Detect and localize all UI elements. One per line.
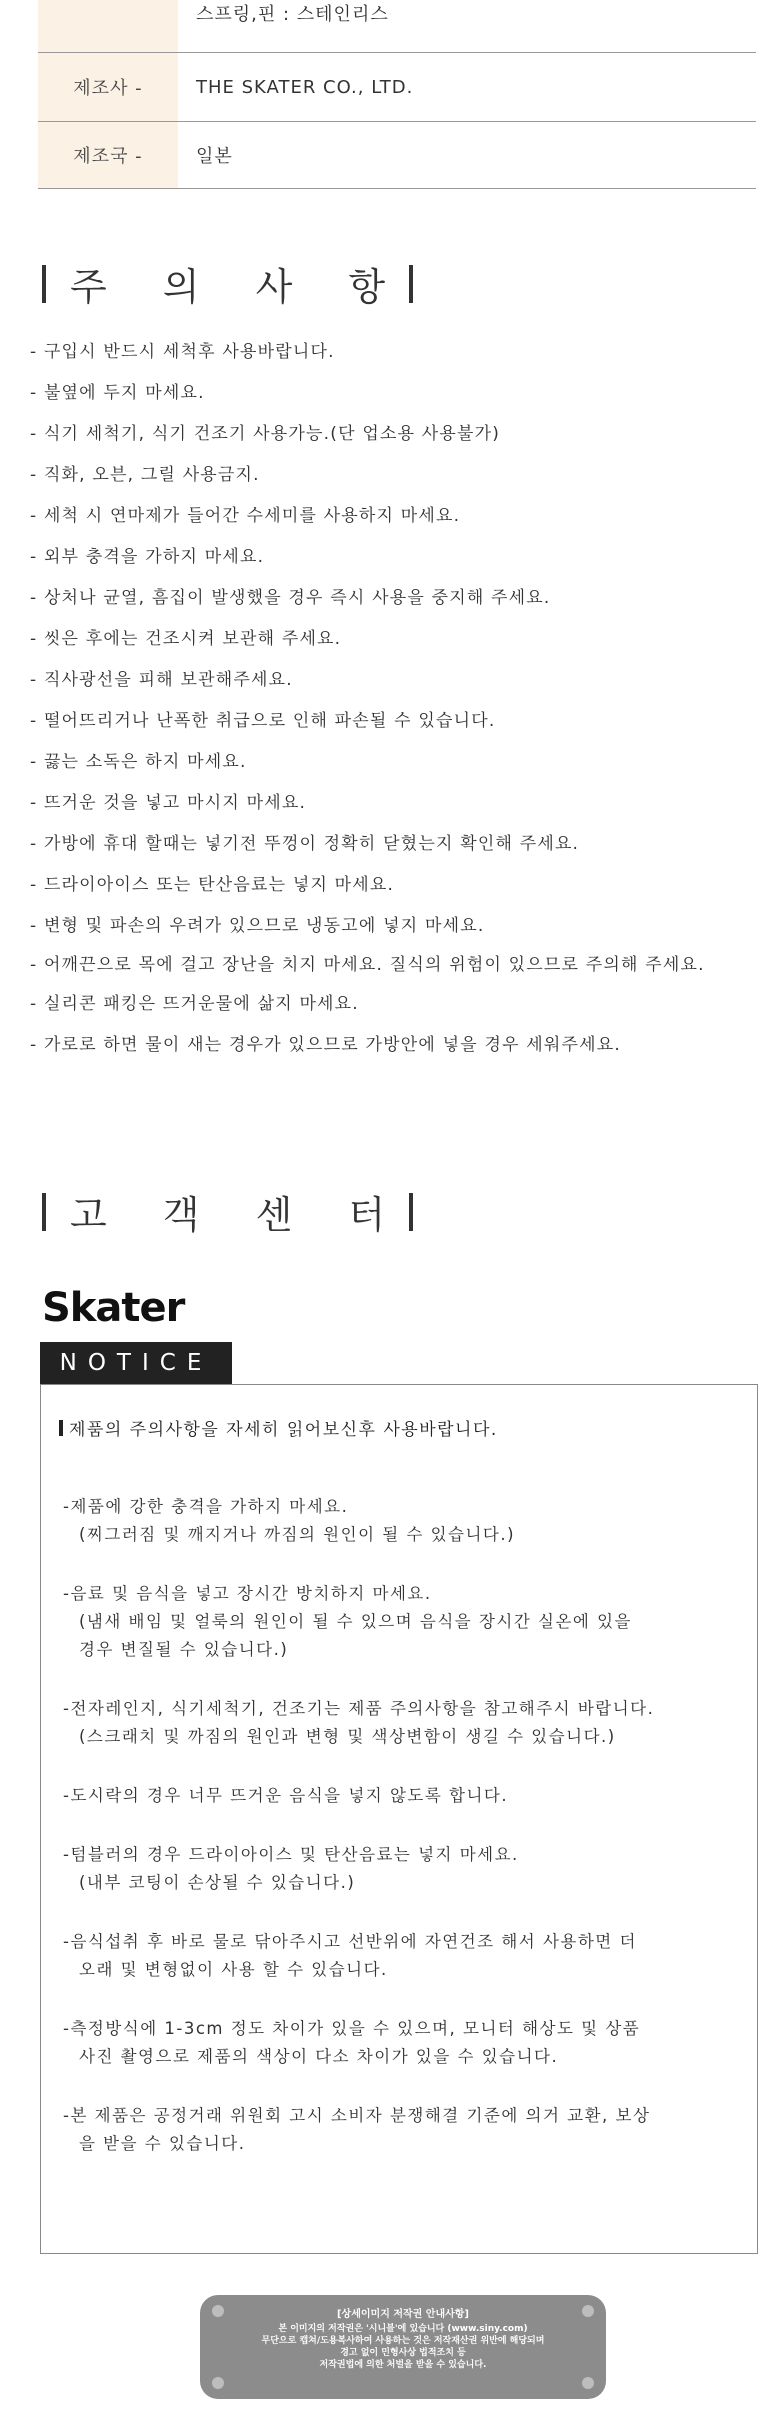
- notice-line: -제품에 강한 충격을 가하지 마세요.: [63, 1497, 349, 1516]
- spec-key: 제조국 -: [38, 122, 178, 188]
- copyright-line: 본 이미지의 저작권은 '시니블'에 있습니다 (www.siny.com): [278, 2324, 528, 2334]
- notice-line: -전자레인지, 식기세척기, 건조기는 제품 주의사항을 참고해주시 바랍니다.: [63, 1699, 655, 1718]
- caution-item: - 외부 충격을 가하지 마세요.: [30, 547, 265, 567]
- title-bar-left: [42, 1193, 46, 1231]
- caution-item: - 가방에 휴대 할때는 넣기전 뚜껑이 정확히 닫혔는지 확인해 주세요.: [30, 834, 580, 854]
- copyright-title: [상세이미지 저작권 안내사항]: [336, 2309, 470, 2320]
- copyright-badge: [200, 2295, 606, 2399]
- notice-heading-text: 제품의 주의사항을 자세히 읽어보신후 사용바랍니다.: [69, 1420, 498, 1440]
- notice-item: [63, 1928, 743, 1984]
- spec-value: 일본: [196, 146, 233, 167]
- notice-line: -음료 및 음식을 넣고 장시간 방치하지 마세요.: [63, 1584, 432, 1603]
- notice-line: -텀블러의 경우 드라이아이스 및 탄산음료는 넣지 마세요.: [63, 1845, 519, 1864]
- notice-line: 오래 및 변형없이 사용 할 수 있습니다.: [79, 1960, 388, 1979]
- notice-item: [63, 1695, 743, 1751]
- caution-item: - 변형 및 파손의 우려가 있으므로 냉동고에 넣지 마세요.: [30, 916, 485, 936]
- notice-item: [63, 2015, 743, 2071]
- notice-item: [63, 1493, 743, 1549]
- notice-item: [63, 1841, 743, 1897]
- title-bar-left: [42, 265, 46, 303]
- copyright-line: 저작권법에 의한 처벌을 받을 수 있습니다.: [319, 2360, 487, 2370]
- caution-item: - 드라이아이스 또는 탄산음료는 넣지 마세요.: [30, 875, 395, 895]
- badge-dot: [212, 2305, 224, 2317]
- spec-table: [38, 0, 756, 189]
- spec-value: THE SKATER CO., LTD.: [196, 76, 414, 98]
- caution-item: - 끓는 소독은 하지 마세요.: [30, 752, 247, 772]
- service-title: [42, 1184, 413, 1239]
- copyright-line: 무단으로 캡쳐/도용복사하여 사용하는 것은 저작재산권 위반에 해당되며: [261, 2336, 545, 2346]
- caution-item: - 세척 시 연마제가 들어간 수세미를 사용하지 마세요.: [30, 506, 461, 526]
- caution-item: - 상처나 균열, 흠집이 발생했을 경우 즉시 사용을 중지해 주세요.: [30, 588, 551, 608]
- spec-key: [38, 0, 178, 52]
- notice-item: [63, 2102, 743, 2158]
- notice-line: -도시락의 경우 너무 뜨거운 음식을 넣지 않도록 합니다.: [63, 1786, 509, 1805]
- spec-row-material: [38, 0, 756, 53]
- badge-dot: [212, 2377, 224, 2389]
- caution-item: - 떨어뜨리거나 난폭한 취급으로 인해 파손될 수 있습니다.: [30, 711, 496, 731]
- caution-item: - 씻은 후에는 건조시켜 보관해 주세요.: [30, 629, 342, 649]
- copyright-line: 경고 없이 민형사상 법적조치 등: [340, 2348, 466, 2358]
- caution-item: - 어깨끈으로 목에 걸고 장난을 치지 마세요. 질식의 위험이 있으므로 주의해 주세요.: [30, 955, 705, 975]
- badge-dot: [582, 2377, 594, 2389]
- notice-box: [40, 1384, 758, 2254]
- caution-title-text: 주 의 사 항: [70, 265, 408, 309]
- caution-list: [30, 332, 770, 1066]
- notice-tab: NOTICE: [40, 1342, 232, 1384]
- notice-line: 사진 촬영으로 제품의 색상이 다소 차이가 있을 수 있습니다.: [79, 2047, 559, 2066]
- spec-row-country: [38, 122, 756, 189]
- skater-logo: Skater: [42, 1285, 185, 1331]
- notice-line: (내부 코팅이 손상될 수 있습니다.): [79, 1873, 356, 1892]
- notice-item: [63, 1580, 743, 1664]
- caution-item: - 직화, 오븐, 그릴 사용금지.: [30, 465, 260, 485]
- notice-line: -측정방식에 1-3cm 정도 차이가 있을 수 있으며, 모니터 해상도 및 상품: [63, 2019, 641, 2038]
- notice-line: (냄새 배임 및 얼룩의 원인이 될 수 있으며 음식을 장시간 실온에 있을: [79, 1612, 632, 1631]
- caution-title: [42, 256, 413, 311]
- caution-item: - 구입시 반드시 세척후 사용바랍니다.: [30, 342, 335, 362]
- service-title-text: 고 객 센 터: [70, 1193, 408, 1237]
- notice-line: (찌그러짐 및 깨지거나 까짐의 원인이 될 수 있습니다.): [79, 1525, 516, 1544]
- spec-key: 제조사 -: [38, 53, 178, 121]
- notice-items: [63, 1493, 743, 2189]
- notice-heading: [59, 1415, 498, 1440]
- notice-line: 경우 변질될 수 있습니다.): [79, 1640, 289, 1659]
- spec-value: 스프링,핀 : 스테인리스: [196, 4, 389, 25]
- notice-line: 을 받을 수 있습니다.: [79, 2134, 246, 2153]
- spec-row-manufacturer: [38, 53, 756, 122]
- heading-marker: [59, 1420, 63, 1436]
- caution-item: - 직사광선을 피해 보관해주세요.: [30, 670, 293, 690]
- notice-line: -음식섭취 후 바로 물로 닦아주시고 선반위에 자연건조 해서 사용하면 더: [63, 1932, 637, 1951]
- notice-line: -본 제품은 공정거래 위원회 고시 소비자 분쟁해결 기준에 의거 교환, 보상: [63, 2106, 651, 2125]
- caution-item: - 뜨거운 것을 넣고 마시지 마세요.: [30, 793, 307, 813]
- title-bar-right: [409, 265, 413, 303]
- caution-item: - 식기 세척기, 식기 건조기 사용가능.(단 업소용 사용불가): [30, 424, 501, 444]
- notice-item: [63, 1782, 743, 1810]
- caution-item: - 불옆에 두지 마세요.: [30, 383, 205, 403]
- notice-line: (스크래치 및 까짐의 원인과 변형 및 색상변함이 생길 수 있습니다.): [79, 1727, 616, 1746]
- caution-item: - 실리콘 패킹은 뜨거운물에 삶지 마세요.: [30, 994, 359, 1014]
- title-bar-right: [409, 1193, 413, 1231]
- badge-dot: [582, 2305, 594, 2317]
- caution-item: - 가로로 하면 물이 새는 경우가 있으므로 가방안에 넣을 경우 세워주세요.: [30, 1035, 622, 1055]
